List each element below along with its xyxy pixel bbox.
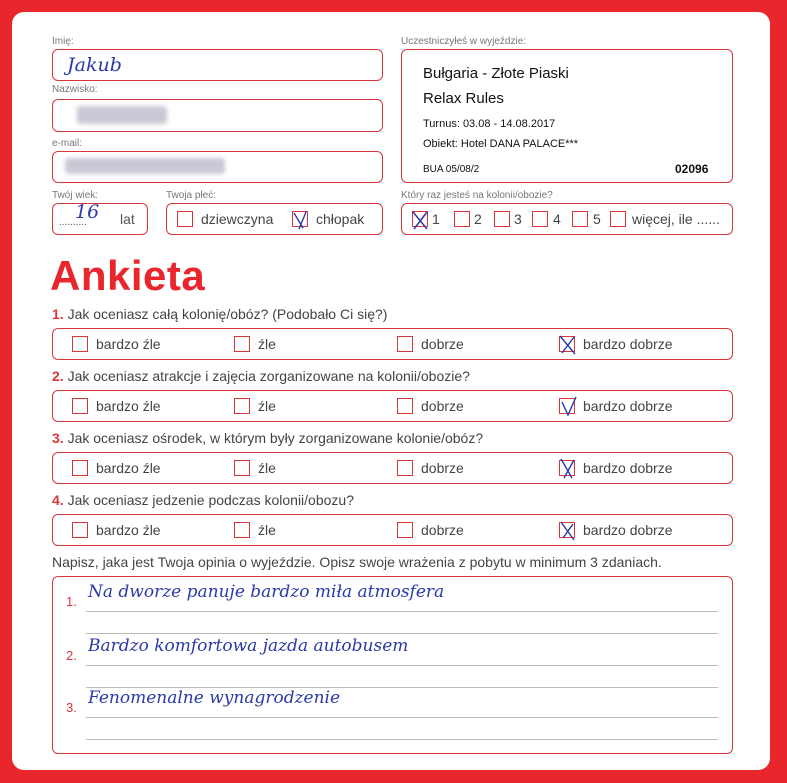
option-label: bardzo dobrze [583,460,673,476]
check-mark-icon [291,209,311,231]
option-bardzo-dobrze-checkbox[interactable] [559,398,575,414]
ktory-raz-2-label: 2 [474,211,482,227]
option-label: bardzo źle [96,398,161,414]
option-label: bardzo dobrze [583,336,673,352]
question-number: 2. [52,368,64,384]
imie-label: Imię: [52,36,74,47]
ktory-raz-4-label: 4 [553,211,561,227]
check-mark-icon [558,396,578,418]
question-4-options [52,514,733,546]
option-label: bardzo dobrze [583,522,673,538]
question-number: 3. [52,430,64,446]
question-2 [52,368,470,384]
question-text: Jak oceniasz jedzenie podczas kolonii/obozu? [67,492,354,508]
option-label: bardzo źle [96,336,161,352]
opinion-prompt: Napisz, jaka jest Twoja opinia o wyjeździe. Opisz swoje wrażenia z pobytu w minimum 3 zdaniach. [52,554,662,570]
plec-field [166,203,383,235]
tour-code: BUA 05/08/2 [423,164,480,175]
plec-chlopak-checkbox[interactable] [292,211,308,227]
ruled-line [86,611,718,612]
option-bardzo-zle-checkbox[interactable] [72,522,88,538]
option-label: źle [258,398,276,414]
opinion-line-3-text: Fenomenalne wynagrodzenie [88,688,341,708]
option-bardzo-zle-checkbox[interactable] [72,460,88,476]
question-1-options [52,328,733,360]
plec-dziewczyna-label: dziewczyna [201,211,274,227]
ktory-raz-2-checkbox[interactable] [454,211,470,227]
ktory-raz-wiecej-label: więcej, ile ...... [632,211,720,227]
redacted-email [65,158,225,174]
option-dobrze-checkbox[interactable] [397,522,413,538]
ktory-raz-field [401,203,733,235]
tour-program: Relax Rules [423,90,504,107]
question-3 [52,430,483,446]
option-bardzo-zle-checkbox[interactable] [72,398,88,414]
option-label: źle [258,460,276,476]
opinion-line-2-text: Bardzo komfortowa jazda autobusem [88,636,409,656]
wiek-value: 16 [75,201,100,223]
email-field[interactable] [52,151,383,183]
question-1 [52,306,387,322]
option-label: bardzo źle [96,522,161,538]
uczestnik-label: Uczestniczyłeś w wyjeździe: [401,36,527,47]
ktory-raz-5-label: 5 [593,211,601,227]
plec-label: Twoja płeć: [166,190,217,201]
ruled-line [86,739,718,740]
check-mark-icon [411,209,431,231]
wiek-field[interactable] [52,203,148,235]
option-dobrze-checkbox[interactable] [397,460,413,476]
opinion-line-number: 2. [66,648,77,663]
question-number: 4. [52,492,64,508]
question-text: Jak oceniasz atrakcje i zajęcia zorganizowane na kolonii/obozie? [67,368,470,384]
option-label: bardzo dobrze [583,398,673,414]
email-label: e-mail: [52,138,83,149]
ktory-raz-5-checkbox[interactable] [572,211,588,227]
tour-destination: Bułgaria - Złote Piaski [423,65,569,82]
option-bardzo-zle-checkbox[interactable] [72,336,88,352]
imie-field[interactable] [52,49,383,81]
nazwisko-label: Nazwisko: [52,84,98,95]
opinion-line-number: 3. [66,700,77,715]
check-mark-icon [558,520,578,542]
nazwisko-field[interactable] [52,99,383,132]
question-text: Jak oceniasz ośrodek, w którym były zorganizowane kolonie/obóz? [67,430,484,446]
option-dobrze-checkbox[interactable] [397,398,413,414]
option-bardzo-dobrze-checkbox[interactable] [559,460,575,476]
ktory-raz-label: Który raz jesteś na kolonii/obozie? [401,190,553,201]
option-bardzo-dobrze-checkbox[interactable] [559,522,575,538]
wiek-unit: lat [120,211,135,227]
ktory-raz-4-checkbox[interactable] [532,211,548,227]
wiek-dots: .......... [59,217,87,228]
ktory-raz-wiecej-checkbox[interactable] [610,211,626,227]
plec-dziewczyna-checkbox[interactable] [177,211,193,227]
opinion-line-1-text: Na dworze panuje bardzo miła atmosfera [88,582,445,602]
question-3-options [52,452,733,484]
option-label: źle [258,336,276,352]
option-bardzo-dobrze-checkbox[interactable] [559,336,575,352]
wiek-label: Twój wiek: [52,190,99,201]
ktory-raz-3-checkbox[interactable] [494,211,510,227]
ktory-raz-1-label: 1 [432,211,440,227]
plec-chlopak-label: chłopak [316,211,365,227]
check-mark-icon [558,458,578,480]
option-label: dobrze [421,460,464,476]
question-text: Jak oceniasz całą kolonię/obóz? (Podobało Ci się?) [67,306,388,322]
ruled-line [86,633,718,634]
option-label: dobrze [421,336,464,352]
question-number: 1. [52,306,64,322]
ktory-raz-3-label: 3 [514,211,522,227]
option-zle-checkbox[interactable] [234,336,250,352]
question-2-options [52,390,733,422]
ruled-line [86,665,718,666]
tour-obiekt: Obiekt: Hotel DANA PALACE*** [423,138,579,150]
tour-turnus: Turnus: 03.08 - 14.08.2017 [423,118,556,130]
ktory-raz-1-checkbox[interactable] [412,211,428,227]
option-dobrze-checkbox[interactable] [397,336,413,352]
tour-number: 02096 [675,162,709,176]
option-zle-checkbox[interactable] [234,398,250,414]
tour-info-box [401,49,733,183]
survey-title: Ankieta [50,252,206,299]
option-label: dobrze [421,522,464,538]
redacted-surname [77,106,167,124]
option-label: bardzo źle [96,460,161,476]
question-4 [52,492,354,508]
option-zle-checkbox[interactable] [234,460,250,476]
imie-value: Jakub [67,54,122,76]
opinion-line-number: 1. [66,594,77,609]
option-label: dobrze [421,398,464,414]
ruled-line [86,717,718,718]
check-mark-icon [558,334,578,356]
option-label: źle [258,522,276,538]
option-zle-checkbox[interactable] [234,522,250,538]
